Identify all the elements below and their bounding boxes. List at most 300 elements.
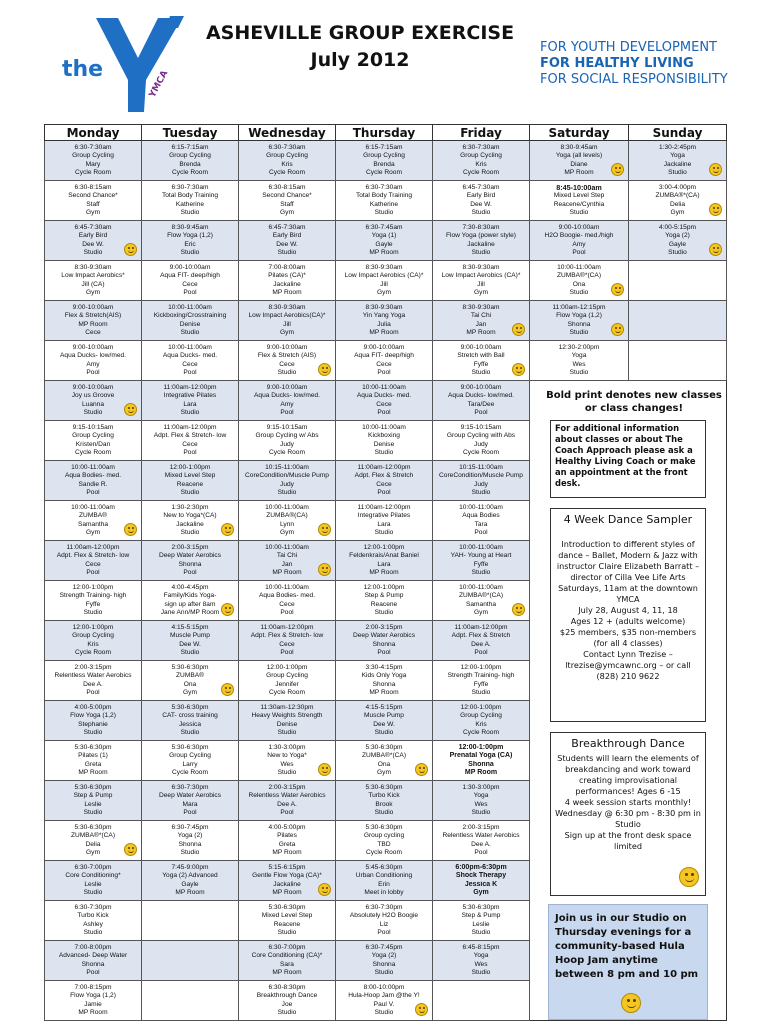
smiley-face-icon bbox=[124, 243, 137, 256]
smiley-face-icon bbox=[124, 403, 137, 416]
class-cell-monday bbox=[45, 221, 142, 261]
smiley-face-icon bbox=[415, 763, 428, 776]
class-detail: Leslie bbox=[472, 920, 490, 928]
class-detail: Pool bbox=[377, 408, 391, 416]
class-detail: Erin bbox=[378, 880, 390, 888]
class-detail: Gayle bbox=[375, 240, 393, 248]
day-header-monday: Monday bbox=[45, 125, 142, 141]
class-detail: Jill bbox=[283, 320, 291, 328]
class-name: Relentless Water Aerobics bbox=[248, 792, 326, 800]
class-time: 8:30-9:30am bbox=[365, 264, 403, 272]
class-time: 9:00-10:00am bbox=[72, 344, 114, 352]
class-cell-sunday bbox=[629, 221, 727, 261]
class-detail: Dee A. bbox=[471, 640, 491, 648]
class-name: Pilates (1) bbox=[78, 752, 108, 760]
class-cell-thursday bbox=[336, 701, 433, 741]
class-cell-tuesday bbox=[142, 341, 239, 381]
class-detail: MP Room bbox=[464, 768, 498, 776]
class-cell-wednesday bbox=[239, 981, 336, 1021]
class-detail: Cycle Room bbox=[269, 168, 305, 176]
class-name: Deep Water Aerobics bbox=[352, 632, 416, 640]
class-name: Flow Yoga (1,2) bbox=[556, 312, 602, 320]
breakthrough-dance-box bbox=[550, 732, 706, 896]
class-time: 3:00-4:00pm bbox=[658, 184, 697, 192]
class-cell-tuesday bbox=[142, 421, 239, 461]
class-time: 8:30-9:30am bbox=[462, 304, 500, 312]
class-name: Muscle Pump bbox=[170, 632, 210, 640]
class-detail: Dee A. bbox=[277, 800, 297, 808]
smiley-face-icon bbox=[318, 883, 331, 896]
class-detail: Pool bbox=[572, 248, 586, 256]
class-detail: Amy bbox=[280, 400, 294, 408]
class-detail: Studio bbox=[569, 288, 589, 296]
class-detail: Fyffe bbox=[473, 560, 489, 568]
class-name: Tai Chi bbox=[276, 552, 298, 560]
class-time: 10:15-11:00am bbox=[265, 464, 309, 472]
class-detail: Cece bbox=[182, 280, 198, 288]
class-cell-wednesday bbox=[239, 141, 336, 181]
logo-text: the bbox=[62, 57, 104, 82]
class-detail: Judy bbox=[474, 440, 488, 448]
class-time: 8:30-9:45am bbox=[171, 224, 209, 232]
class-detail: Studio bbox=[83, 888, 103, 896]
class-time: 5:30-6:30pm bbox=[171, 744, 209, 752]
class-name: Stretch with Ball bbox=[457, 352, 505, 360]
class-time: 7:45-9:00pm bbox=[171, 864, 209, 872]
class-cell-thursday bbox=[336, 901, 433, 941]
breakthrough-line: 4 week session starts monthly! bbox=[564, 797, 692, 807]
class-detail: Pool bbox=[183, 568, 197, 576]
class-name: Family/Kids Yoga- bbox=[163, 592, 217, 600]
class-detail: Sandie R. bbox=[78, 480, 108, 488]
day-header-friday: Friday bbox=[433, 125, 530, 141]
tagline-3: FOR SOCIAL RESPONSIBILITY bbox=[540, 72, 728, 87]
class-detail: Judy bbox=[280, 480, 294, 488]
class-name: New to Yoga* bbox=[267, 752, 307, 760]
class-cell-saturday bbox=[530, 221, 629, 261]
class-cell-wednesday bbox=[239, 381, 336, 421]
class-detail: Cece bbox=[279, 360, 295, 368]
class-name: Aqua Ducks- med. bbox=[356, 392, 412, 400]
class-detail: Brook bbox=[375, 800, 393, 808]
class-detail: Studio bbox=[277, 248, 297, 256]
class-cell-friday bbox=[433, 581, 530, 621]
class-cell-tuesday bbox=[142, 381, 239, 421]
class-cell-wednesday bbox=[239, 421, 336, 461]
class-name: Total Body Training bbox=[161, 192, 219, 200]
logo-brand: YMCA bbox=[147, 69, 171, 100]
class-cell-thursday bbox=[336, 861, 433, 901]
class-detail: Reacene bbox=[273, 920, 301, 928]
class-cell-tuesday bbox=[142, 141, 239, 181]
day-header-row bbox=[45, 125, 727, 141]
class-detail: Paul V. bbox=[373, 1000, 395, 1008]
class-name: Yoga (all levels) bbox=[555, 152, 603, 160]
class-name: Yoga (2) bbox=[177, 832, 203, 840]
class-time: 10:00-11:00am bbox=[459, 504, 503, 512]
class-detail: Jackaline bbox=[273, 280, 301, 288]
class-name: Strength Training- high bbox=[447, 672, 515, 680]
class-name: Yoga (2) bbox=[665, 232, 690, 240]
class-detail: Cycle Room bbox=[269, 688, 305, 696]
class-name: Flow Yoga (1,2) bbox=[70, 992, 116, 1000]
class-detail: Lara bbox=[377, 560, 391, 568]
class-name: ZUMBA® bbox=[79, 512, 107, 520]
class-cell-thursday bbox=[336, 981, 433, 1021]
class-name: ZUMBA® bbox=[176, 672, 204, 680]
table-row bbox=[45, 221, 727, 261]
class-detail: Studio bbox=[277, 1008, 297, 1016]
class-detail: Gym bbox=[86, 208, 100, 216]
class-name: Yoga bbox=[473, 952, 489, 960]
class-detail: Studio bbox=[471, 248, 491, 256]
class-detail: Tara/Dee bbox=[467, 400, 495, 408]
class-time: 5:30-6:30pm bbox=[365, 824, 403, 832]
class-cell-friday bbox=[433, 381, 530, 421]
class-detail: Studio bbox=[569, 368, 589, 376]
smiley-face-icon bbox=[124, 843, 137, 856]
class-time: 12:00-1:00pm bbox=[169, 464, 211, 472]
class-cell-thursday bbox=[336, 421, 433, 461]
class-detail: MP Room bbox=[564, 168, 594, 176]
class-detail: Delia bbox=[85, 840, 101, 848]
class-detail: Studio bbox=[374, 728, 394, 736]
class-time: 12:00-1:00pm bbox=[72, 584, 114, 592]
class-cell-tuesday bbox=[142, 301, 239, 341]
class-detail: Gym bbox=[377, 288, 391, 296]
class-detail: Studio bbox=[471, 208, 491, 216]
class-time: 5:30-6:30pm bbox=[74, 784, 112, 792]
class-name: YAH- Young at Heart bbox=[450, 552, 512, 560]
class-name: Early Bird bbox=[78, 232, 108, 240]
class-name: Adpt. Flex & Stretch- low bbox=[153, 432, 227, 440]
class-cell-friday bbox=[433, 861, 530, 901]
class-name: Group Cycling with Abs bbox=[446, 432, 516, 440]
class-detail: Tara bbox=[474, 520, 488, 528]
class-time: 2:00-3:15pm bbox=[268, 784, 306, 792]
class-detail: Studio bbox=[277, 368, 297, 376]
smiley-face-icon bbox=[221, 603, 234, 616]
class-cell-wednesday bbox=[239, 221, 336, 261]
class-name: Step & Pump bbox=[364, 592, 404, 600]
class-name: Group Cycling bbox=[266, 152, 308, 160]
class-detail: Studio bbox=[83, 608, 103, 616]
class-cell-tuesday bbox=[142, 821, 239, 861]
class-detail: Studio bbox=[83, 928, 103, 936]
class-name: Hula-Hoop Jam @the Y! bbox=[348, 992, 420, 1000]
class-time: 6:30-7:30pm bbox=[365, 904, 403, 912]
class-name: Absolutely H2O Boogie bbox=[349, 912, 419, 920]
class-detail: Gym bbox=[377, 768, 391, 776]
class-name: Feldenkrais/Anat Baniel bbox=[349, 552, 419, 560]
class-time: 4:00-4:45pm bbox=[171, 584, 209, 592]
class-detail: Pool bbox=[86, 488, 100, 496]
class-detail: Shonna bbox=[468, 760, 494, 768]
class-name: Yoga bbox=[670, 152, 685, 160]
class-cell-thursday bbox=[336, 381, 433, 421]
smiley-face-icon bbox=[512, 603, 525, 616]
day-header-wednesday: Wednesday bbox=[239, 125, 336, 141]
class-time: 12:00-1:00pm bbox=[363, 584, 405, 592]
class-time: 4:00-5:15pm bbox=[658, 224, 697, 232]
class-time: 8:30-9:30am bbox=[462, 264, 500, 272]
hula-hoop-box bbox=[548, 904, 708, 1020]
class-cell-wednesday bbox=[239, 701, 336, 741]
class-detail: Lynn bbox=[279, 520, 295, 528]
class-time: 7:00-8:00pm bbox=[74, 944, 112, 952]
class-detail: Cece bbox=[376, 480, 392, 488]
class-cell-monday bbox=[45, 301, 142, 341]
class-name: Adpt. Flex & Stretch- low bbox=[250, 632, 324, 640]
class-detail: Jamie bbox=[84, 1000, 102, 1008]
class-cell-tuesday bbox=[142, 501, 239, 541]
class-name: Group Cycling bbox=[460, 152, 502, 160]
class-detail: Jackaline bbox=[273, 880, 301, 888]
class-name: Relentless Water Aerobics bbox=[54, 672, 132, 680]
class-cell-friday bbox=[433, 821, 530, 861]
class-time: 5:30-6:30pm bbox=[462, 904, 500, 912]
class-name: Aqua FIT- deep/high bbox=[354, 352, 414, 360]
class-time: 6:45-7:30am bbox=[74, 224, 112, 232]
class-detail: Cycle Room bbox=[75, 648, 111, 656]
day-header-saturday: Saturday bbox=[530, 125, 629, 141]
class-detail: Cycle Room bbox=[172, 768, 208, 776]
class-detail: Studio bbox=[374, 608, 394, 616]
class-name: Kickboxing bbox=[368, 432, 400, 440]
class-cell-tuesday bbox=[142, 581, 239, 621]
breakthrough-line: Wednesday @ 6:30 pm - 8:30 pm in Studio bbox=[555, 808, 701, 829]
class-cell-monday bbox=[45, 941, 142, 981]
page-title bbox=[195, 20, 525, 74]
class-time: 6:30-7:30am bbox=[462, 144, 500, 152]
class-detail: Eric bbox=[184, 240, 196, 248]
class-detail: Gym bbox=[473, 888, 489, 896]
class-detail: Gayle bbox=[181, 880, 199, 888]
class-time: 4:15-5:15pm bbox=[171, 624, 209, 632]
class-time: 12:30-2:00pm bbox=[558, 344, 600, 352]
info-text: For additional information about classes or about The Coach Approach please ask a Healthy Living Coach or make an appointment at the front desk. bbox=[555, 423, 696, 488]
class-cell-friday bbox=[433, 741, 530, 781]
class-detail: Studio bbox=[83, 808, 103, 816]
class-time: 1:30-2:45pm bbox=[658, 144, 697, 152]
class-cell-wednesday bbox=[239, 901, 336, 941]
class-detail: Studio bbox=[471, 968, 491, 976]
smiley-face-icon bbox=[611, 163, 624, 176]
class-name: Turbo Kick bbox=[368, 792, 400, 800]
class-cell-sunday bbox=[629, 141, 727, 181]
class-cell-monday bbox=[45, 421, 142, 461]
class-cell-wednesday bbox=[239, 621, 336, 661]
class-detail: Pool bbox=[86, 368, 100, 376]
class-name: Urban Conditioning bbox=[355, 872, 413, 880]
class-detail: Staff bbox=[86, 200, 100, 208]
class-time: 6:30-7:45am bbox=[365, 224, 403, 232]
class-time: 1:30-2:30pm bbox=[171, 504, 209, 512]
class-cell-thursday bbox=[336, 221, 433, 261]
class-detail: Jan bbox=[281, 560, 293, 568]
class-detail: Reacene/Cynthia bbox=[553, 200, 605, 208]
breakthrough-line: Sign up at the front desk space limited bbox=[564, 830, 692, 851]
class-name: CAT- cross training bbox=[162, 712, 218, 720]
class-time: 10:00-11:00am bbox=[362, 384, 406, 392]
class-time: 5:30-6:30pm bbox=[365, 744, 403, 752]
class-cell-wednesday bbox=[239, 741, 336, 781]
class-name: Early Bird bbox=[466, 192, 496, 200]
class-time: 9:00-10:00am bbox=[266, 384, 308, 392]
class-detail: Dee A. bbox=[83, 680, 103, 688]
class-detail: Denise bbox=[373, 440, 395, 448]
class-name: Kickboxing/Crosstraining bbox=[153, 312, 227, 320]
class-detail: Studio bbox=[471, 688, 491, 696]
dance-sampler-box bbox=[550, 508, 706, 722]
title-line-1: ASHEVILLE GROUP EXERCISE bbox=[205, 22, 515, 44]
class-detail: Pool bbox=[280, 648, 294, 656]
title-line-2: July 2012 bbox=[310, 49, 410, 71]
day-header-thursday: Thursday bbox=[336, 125, 433, 141]
smiley-face-icon bbox=[709, 203, 722, 216]
class-cell-tuesday bbox=[142, 861, 239, 901]
class-detail: sign up after 8am bbox=[164, 600, 216, 608]
class-name: Total Body Training bbox=[355, 192, 413, 200]
class-name: Integrative Pilates bbox=[357, 512, 411, 520]
smiley-face-icon bbox=[709, 163, 722, 176]
class-time: 10:00-11:00am bbox=[362, 424, 406, 432]
class-detail: Pool bbox=[280, 408, 294, 416]
class-time: 10:00-11:00am bbox=[71, 464, 115, 472]
class-detail: Ona bbox=[572, 280, 586, 288]
class-cell-sunday bbox=[629, 181, 727, 221]
class-detail: Sara bbox=[280, 960, 294, 968]
class-detail: Dee W. bbox=[470, 200, 492, 208]
class-time: 11:00am-12:00pm bbox=[163, 424, 217, 432]
smiley-face-icon bbox=[709, 243, 722, 256]
class-detail: Shonna bbox=[372, 680, 396, 688]
class-cell-wednesday bbox=[239, 581, 336, 621]
class-cell-wednesday bbox=[239, 501, 336, 541]
class-time: 5:30-6:30pm bbox=[171, 664, 209, 672]
class-time: 6:30-7:30am bbox=[268, 144, 306, 152]
class-detail: Studio bbox=[668, 168, 687, 176]
class-detail: Reacene bbox=[370, 600, 398, 608]
class-detail: Kristen/Dan bbox=[75, 440, 111, 448]
class-detail: Kris bbox=[281, 160, 293, 168]
class-name: Aqua Ducks- low/med. bbox=[448, 392, 514, 400]
class-cell-tuesday bbox=[142, 781, 239, 821]
class-time: 8:30-9:45am bbox=[560, 144, 598, 152]
class-cell-monday bbox=[45, 821, 142, 861]
class-name: Prenatal Yoga (CA) bbox=[449, 752, 513, 760]
class-cell-tuesday bbox=[142, 741, 239, 781]
day-header-sunday: Sunday bbox=[629, 125, 727, 141]
class-detail: Katherine bbox=[175, 200, 205, 208]
class-time: 12:00-1:00pm bbox=[72, 624, 114, 632]
dance-line: Introduction to different styles of dance – Ballet, Modern & Jazz with instructor Claire Elizabeth Barratt – director of Cilla Vee Life Arts bbox=[556, 539, 700, 582]
class-cell-monday bbox=[45, 541, 142, 581]
class-detail: Cece bbox=[279, 640, 295, 648]
class-cell-thursday bbox=[336, 581, 433, 621]
class-time: 10:00-11:00am bbox=[168, 304, 212, 312]
class-detail: Fyffe bbox=[473, 360, 489, 368]
class-detail: Studio bbox=[180, 528, 200, 536]
class-cell-thursday bbox=[336, 261, 433, 301]
class-detail: Samantha bbox=[465, 600, 497, 608]
class-detail: Gym bbox=[86, 288, 100, 296]
class-detail: Studio bbox=[277, 768, 297, 776]
class-name: Breakthrough Dance bbox=[256, 992, 318, 1000]
class-cell-friday bbox=[433, 981, 530, 1021]
class-detail: Cycle Room bbox=[463, 448, 499, 456]
class-time: 5:30-6:30pm bbox=[74, 824, 112, 832]
class-detail: Cycle Room bbox=[75, 448, 111, 456]
class-cell-wednesday bbox=[239, 941, 336, 981]
class-name: Aqua Ducks- low/med. bbox=[60, 352, 126, 360]
class-detail: Cycle Room bbox=[75, 168, 111, 176]
day-header-tuesday: Tuesday bbox=[142, 125, 239, 141]
class-time: 10:00-11:00am bbox=[265, 584, 309, 592]
class-name: Tai Chi bbox=[470, 312, 492, 320]
class-name: Group Cycling bbox=[72, 432, 114, 440]
class-name: Yoga bbox=[473, 792, 489, 800]
class-name: Aqua Ducks- med. bbox=[162, 352, 218, 360]
class-time: 6:30-7:00pm bbox=[268, 944, 306, 952]
class-detail: Jessica bbox=[179, 720, 201, 728]
class-detail: Ashley bbox=[83, 920, 103, 928]
class-cell-tuesday bbox=[142, 941, 239, 981]
class-detail: MP Room bbox=[175, 888, 205, 896]
class-name: Group Cycling bbox=[169, 752, 211, 760]
class-detail: Dee A. bbox=[471, 840, 491, 848]
class-cell-thursday bbox=[336, 661, 433, 701]
class-time: 4:15-5:15pm bbox=[365, 704, 403, 712]
class-time: 11:00am-12:00pm bbox=[260, 624, 314, 632]
class-name: Yoga (2) Advanced bbox=[162, 872, 218, 880]
class-cell-friday bbox=[433, 341, 530, 381]
class-detail: Mara bbox=[182, 800, 198, 808]
class-time: 2:00-3:15pm bbox=[171, 544, 209, 552]
ymca-logo-icon bbox=[58, 14, 198, 114]
class-detail: Judy bbox=[474, 480, 488, 488]
class-detail: Studio bbox=[471, 808, 491, 816]
class-name: Aqua Bodies bbox=[462, 512, 500, 520]
class-cell-wednesday bbox=[239, 781, 336, 821]
class-detail: Pool bbox=[377, 648, 391, 656]
class-detail: Greta bbox=[84, 760, 102, 768]
class-time: 6:30-8:15am bbox=[74, 184, 112, 192]
class-name: Flow Yoga (1,2) bbox=[70, 712, 116, 720]
class-cell-thursday bbox=[336, 621, 433, 661]
class-time: 8:30-9:30am bbox=[365, 304, 403, 312]
class-name: Advanced- Deep Water bbox=[58, 952, 128, 960]
class-detail: Gym bbox=[280, 208, 294, 216]
class-time: 2:00-3:15pm bbox=[462, 824, 500, 832]
class-detail: Studio bbox=[180, 408, 200, 416]
class-cell-monday bbox=[45, 461, 142, 501]
class-detail: Studio bbox=[471, 488, 491, 496]
class-detail: Cece bbox=[376, 360, 392, 368]
class-detail: Brenda bbox=[373, 160, 395, 168]
class-time: 9:00-10:00am bbox=[72, 384, 114, 392]
class-cell-sunday bbox=[629, 301, 727, 341]
tagline-2: FOR HEALTHY LIVING bbox=[540, 56, 694, 71]
class-name: Group Cycling bbox=[460, 712, 502, 720]
class-detail: Pool bbox=[183, 368, 197, 376]
class-name: Early Bird bbox=[272, 232, 302, 240]
bold-print-note: Bold print denotes new classes or class changes! bbox=[542, 384, 726, 426]
class-detail: Cycle Room bbox=[172, 168, 208, 176]
class-name: Deep Water Aerobics bbox=[158, 552, 222, 560]
class-cell-wednesday bbox=[239, 301, 336, 341]
class-detail: Studio bbox=[180, 728, 200, 736]
